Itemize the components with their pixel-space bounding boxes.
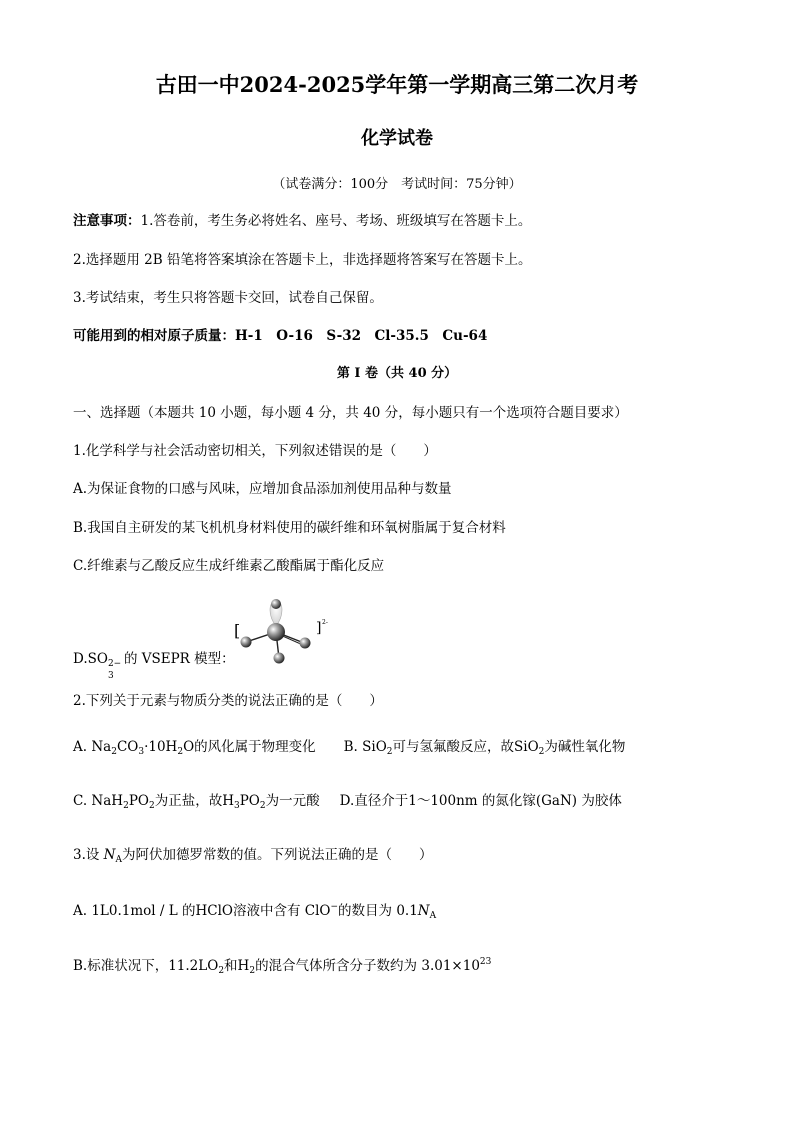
lone-pair-ball-icon	[271, 599, 281, 609]
q1-option-b: B.我国自主研发的某飞机机身材料使用的碳纤维和环氧树脂属于复合材料	[73, 520, 506, 536]
vsepr-model-image	[232, 596, 332, 666]
q2-option-c: C. $NaH_2PO_2$为正盐，故$H_3PO_2$为一元酸	[73, 793, 320, 811]
oxygen-atom-right-icon	[300, 638, 311, 649]
notice-item-3: 3.考试结束，考生只将答题卡交回，试卷自己保留。	[73, 290, 383, 306]
q2-option-a: A. $Na_2CO_3\cdot 10H_2O$的风化属于物理变化	[73, 739, 316, 757]
q1-option-d	[73, 650, 235, 681]
q1-d-prefix: D.SO	[73, 651, 108, 667]
q2-options-ab	[73, 738, 625, 758]
q2-stem: 2.下列关于元素与物质分类的说法正确的是（ ）	[73, 693, 383, 709]
q3-stem: 3.设 $N_A$为阿伏加德罗常数的值。下列说法正确的是（ ）	[73, 847, 433, 865]
atomic-masses-values: H-1 O-16 S-32 Cl-35.5 Cu-64	[235, 328, 488, 344]
q3-option-b: B.标准状况下，$11.2LO_2$和$H_2$的混合气体所含分子数约为 $3.01\times 10^{23}$	[73, 957, 492, 976]
section-heading: 一、选择题（本题共 10 小题，每小题 4 分，共 40 分，每小题只有一个选项符合题目要求）	[73, 405, 628, 421]
part1-heading: 第 I 卷（共 40 分）	[336, 366, 458, 381]
q3-option-a: A. 1L0.1mol / L 的HClO溶液中含有 ClO−的数目为 $0.1N_A$	[73, 902, 437, 921]
oxygen-atom-left-icon	[241, 637, 252, 648]
q1-stem: 1.化学科学与社会活动密切相关，下列叙述错误的是（ ）	[73, 443, 437, 459]
q2-options-cd	[73, 792, 622, 812]
notice-item-2: 2.选择题用 2B 铅笔将答案填涂在答题卡上，非选择题将答案写在答题卡上。	[73, 252, 532, 268]
exam-info: （试卷满分：100分 考试时间：75分钟）	[272, 177, 522, 192]
sulfur-atom-icon	[267, 623, 285, 641]
atomic-masses	[73, 327, 487, 345]
q1-d-suffix: 的 VSEPR 模型：	[123, 651, 235, 667]
q1-d-sup: 2−	[107, 659, 122, 669]
exam-title: 古田一中2024-2025学年第一学期高三第二次月考	[155, 72, 639, 97]
q1-d-sub: 3	[107, 671, 114, 681]
charge-label: 2-	[322, 619, 328, 626]
notice-line-1	[73, 212, 531, 230]
q2-option-d: D.直径介于1～100nm 的氮化镓(GaN) 为胶体	[339, 793, 622, 809]
atomic-masses-label: 可能用到的相对原子质量：	[73, 328, 235, 344]
notice-item-1: 1.答卷前，考生务必将姓名、座号、考场、班级填写在答题卡上。	[140, 213, 532, 229]
q2-option-b: B. SiO$_2$可与氢氟酸反应，故SiO$_2$为碱性氧化物	[343, 739, 626, 757]
bracket-left-icon: [	[234, 621, 241, 640]
q1-option-c: C.纤维素与乙酸反应生成纤维素乙酸酯属于酯化反应	[73, 558, 385, 574]
q1-option-a: A.为保证食物的口感与风味，应增加食品添加剂使用品种与数量	[73, 481, 452, 497]
exam-subtitle: 化学试卷	[361, 128, 433, 149]
notice-label: 注意事项：	[73, 213, 141, 229]
oxygen-atom-bottom-icon	[274, 653, 285, 664]
bracket-right-icon: ]	[316, 620, 322, 636]
